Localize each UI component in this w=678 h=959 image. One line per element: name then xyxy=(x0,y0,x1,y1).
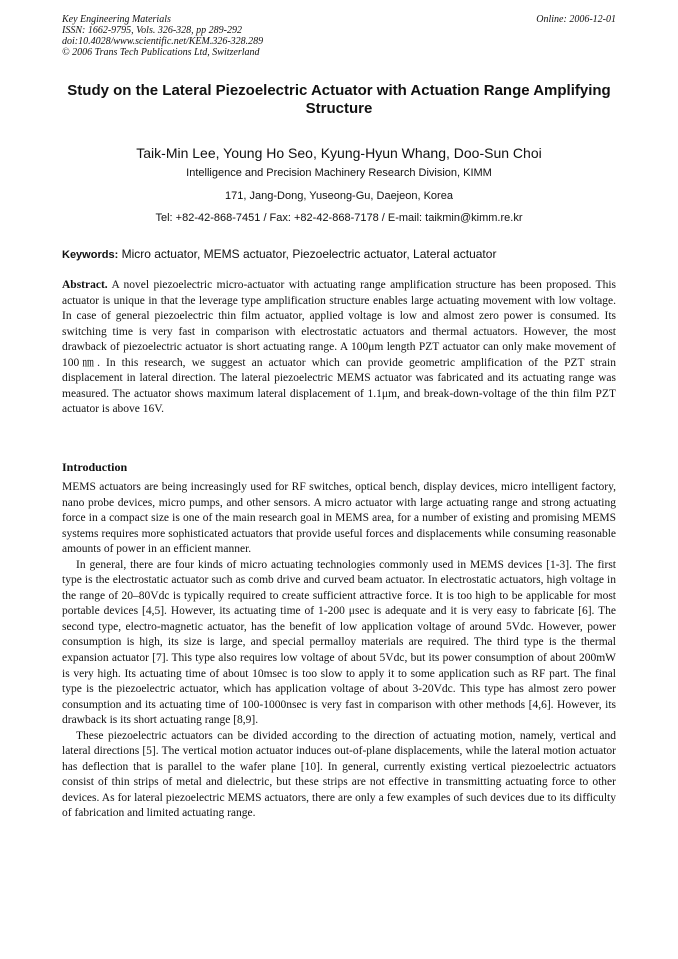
keywords-label: Keywords: xyxy=(62,249,119,261)
intro-paragraph: MEMS actuators are being increasingly used for RF switches, optical bench, display devices, micro intelligent factory, nano probe devices, micro pumps, and other sensors. A micro actuator with large actuating range and strong actuating force in a compact size is one of the main research goal in MEMS area, for a number of existing and promising MEMS systems requires more sophisticated actuators that provide useful forces and displacements while consuming reasonable amounts of power in an efficient manner. xyxy=(62,481,616,556)
citation-info xyxy=(62,14,616,58)
author-list: Taik-Min Lee, Young Ho Seo, Kyung-Hyun Whang, Doo-Sun Choi xyxy=(136,145,542,161)
abstract-paragraph xyxy=(62,278,616,418)
intro-paragraph: In general, there are four kinds of micro actuating technologies commonly used in MEMS devices [1-3]. The first type is the electrostatic actuator such as comb drive and curved beam actuator. In electrostatic actuators, high voltage in the range of 20–80Vdc is typically required to create sufficient attractive force. It is too high to be applicable for most portable devices [4,5]. However, its actuating time of 1-200 μsec is adequate and it is very easy to fabricate [6]. The second type, electro-magnetic actuator, has the benefit of low application voltage of around 5Vdc. However, power consumption is high, its size is large, and special permalloy materials are required. The third type is the thermal expansion actuator [7]. This type also requires low voltage of about 5Vdc, but its power consumption of about 200mW is very high. Its actuating time of about 10msec is too slow to apply it to some application such as RF part. The final type is the piezoelectric actuator, which has application voltage of about 3-20Vdc. This type has almost zero power consumption and its actuating time of 100-1000nsec is very fast in comparison with other methods [4,6]. However, its drawback is its short actuating range [8,9]. xyxy=(62,558,616,727)
paper-title: Study on the Lateral Piezoelectric Actuator with Actuation Range Amplifying Structure xyxy=(67,82,611,117)
affiliation-contact: Tel: +82-42-868-7451 / Fax: +82-42-868-7178 / E-mail: taikmin@kimm.re.kr xyxy=(155,212,523,224)
keywords-text: Micro actuator, MEMS actuator, Piezoelectric actuator, Lateral actuator xyxy=(121,247,497,261)
keywords-line xyxy=(62,247,616,262)
affiliation-division: Intelligence and Precision Machinery Research Division, KIMM xyxy=(186,167,492,179)
abstract-section xyxy=(62,278,616,418)
journal-name: Key Engineering Materials xyxy=(62,14,171,25)
abstract-text: A novel piezoelectric micro-actuator with actuating range amplification structure has been proposed. This actuator is unique in that the leverage type amplification structure enables large actuating movement with low voltage. In case of general piezoelectric thin film actuator, applied voltage is low and almost zero power is consumed. Its switching time is very fast in comparison with electrostatic actuators and thermal actuators. However, the most drawback of piezoelectric actuator is short actuating range. A 100μm length PZT actuator can only make movement of 100㎚. In this research, we suggest an actuator which can provide geometric amplification of the PZT strain displacement in lateral direction. The lateral piezoelectric MEMS actuator was fabricated and its actuating range was measured. The actuator shows maximum lateral displacement of 1.1μm, and break-down-voltage of the thin film PZT actuator is above 16V. xyxy=(62,279,616,416)
doi-line: doi:10.4028/www.scientific.net/KEM.326-328.289 xyxy=(62,36,264,47)
affiliation-address: 171, Jang-Dong, Yuseong-Gu, Daejeon, Korea xyxy=(225,190,453,202)
copyright-line: © 2006 Trans Tech Publications Ltd, Switzerland xyxy=(62,47,260,58)
online-date: Online: 2006-12-01 xyxy=(536,14,616,25)
intro-paragraph: These piezoelectric actuators can be divided according to the direction of actuating motion, namely, vertical and lateral directions [5]. The vertical motion actuator induces out-of-plane displacements, while the lateral motion actuator has deflection that is parallel to the wafer plane [10]. In general, currently existing vertical piezoelectric actuators consist of thin strips of metal and dielectric, but these strips are not effective in transmitting actuating force to other devices. As for lateral piezoelectric MEMS actuators, there are only a few examples of such devices due to its difficulty of fabrication and limited actuating range. xyxy=(62,729,616,820)
issn-line: ISSN: 1662-9795, Vols. 326-328, pp 289-292 xyxy=(62,25,242,36)
introduction-section xyxy=(62,480,616,822)
publication-meta xyxy=(62,14,616,58)
introduction-heading: Introduction xyxy=(62,460,128,474)
abstract-label: Abstract. xyxy=(62,279,108,291)
